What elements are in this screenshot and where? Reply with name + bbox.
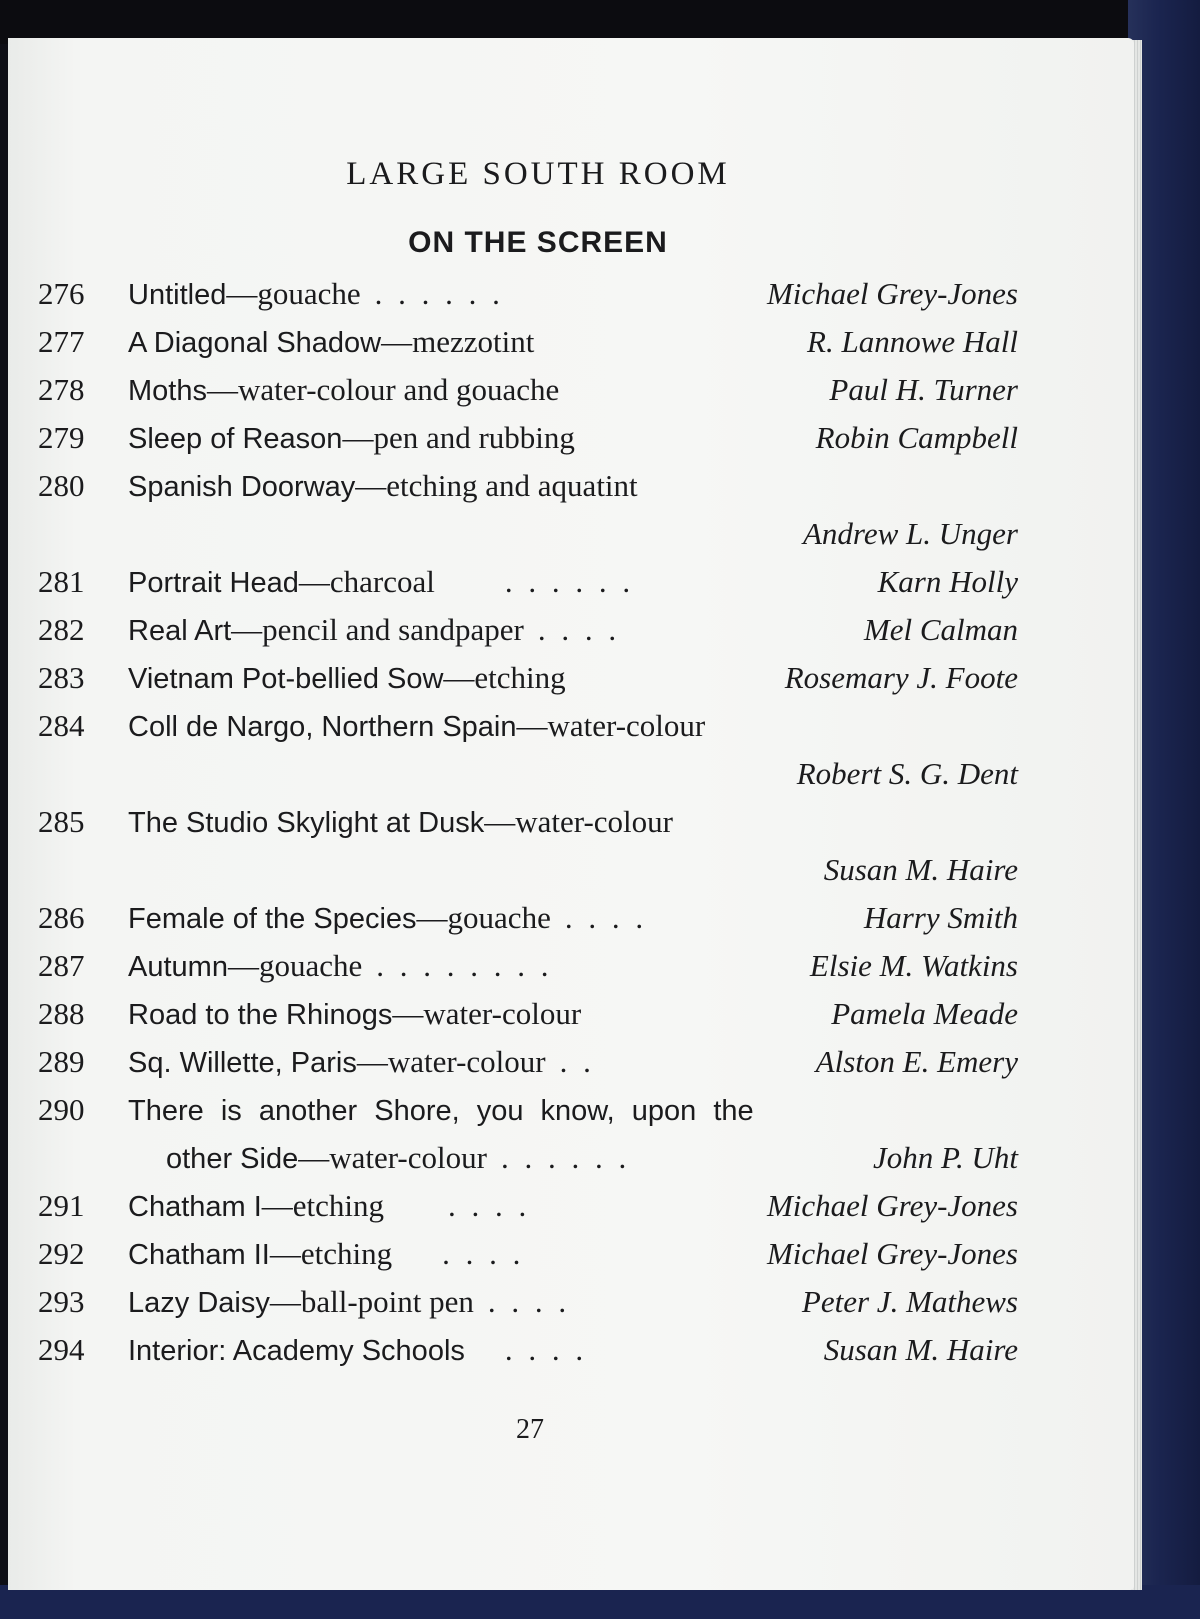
entry-artist: Susan M. Haire xyxy=(823,1332,1018,1367)
catalogue-entry-continuation xyxy=(38,750,1018,798)
leader-dots: . . . . . . xyxy=(504,564,635,599)
entry-number: 294 xyxy=(38,1332,85,1367)
catalogue-entry xyxy=(38,414,1018,462)
catalogue-entry-continuation xyxy=(38,846,1018,894)
entry-title: A Diagonal Shadow xyxy=(128,327,382,359)
entry-medium: —water-colour xyxy=(516,708,706,743)
entry-number: 288 xyxy=(38,996,85,1031)
entry-number: 281 xyxy=(38,564,85,599)
entry-title: Portrait Head xyxy=(128,567,299,599)
entry-number: 283 xyxy=(38,660,85,695)
catalogue-entry xyxy=(38,654,1018,702)
leader-dots: . . . . . . xyxy=(374,276,504,311)
entry-artist: Michael Grey-Jones xyxy=(766,1236,1018,1271)
page-number: 27 xyxy=(516,1414,544,1445)
entry-title: Coll de Nargo, Northern Spain xyxy=(128,711,517,743)
entry-artist: Robin Campbell xyxy=(815,420,1018,455)
catalogue-entry xyxy=(38,1230,1018,1278)
room-title: LARGE SOUTH ROOM xyxy=(346,156,730,192)
catalogue-entry xyxy=(38,366,1018,414)
catalogue-entry xyxy=(38,798,1018,846)
leader-dots: . . . . xyxy=(448,1188,531,1223)
catalogue-entry xyxy=(38,318,1018,366)
entry-artist: Karn Holly xyxy=(877,564,1018,599)
catalogue-entry xyxy=(38,606,1018,654)
catalogue-entry xyxy=(38,702,1018,750)
catalogue-page xyxy=(8,38,1134,1590)
entry-number: 285 xyxy=(38,804,85,839)
entry-title: Spanish Doorway xyxy=(128,471,356,503)
catalogue-entry xyxy=(38,1086,1018,1134)
leader-dots: . . . . xyxy=(442,1236,525,1271)
entry-artist: Mel Calman xyxy=(863,612,1018,647)
catalogue-list xyxy=(38,270,1018,1374)
catalogue-entry xyxy=(38,1038,1018,1086)
entry-number: 279 xyxy=(38,420,85,455)
entry-number: 290 xyxy=(38,1092,85,1127)
entry-title: Sq. Willette, Paris xyxy=(128,1047,357,1079)
entry-title: Road to the Rhinogs xyxy=(128,999,393,1031)
leader-dots: . . xyxy=(559,1044,595,1079)
entry-artist: Harry Smith xyxy=(863,900,1018,935)
catalogue-entry-continuation xyxy=(38,510,1018,558)
entry-title: Autumn xyxy=(128,951,228,983)
entry-artist: Alston E. Emery xyxy=(815,1044,1018,1079)
entry-number: 284 xyxy=(38,708,85,743)
entry-medium: —pen and rubbing xyxy=(342,420,575,455)
entry-number: 280 xyxy=(38,468,85,503)
entry-number: 276 xyxy=(38,276,85,311)
entry-medium: —water-colour xyxy=(484,804,673,839)
entry-medium: —etching xyxy=(443,660,566,695)
catalogue-entry xyxy=(38,270,1018,318)
catalogue-entry xyxy=(38,1278,1018,1326)
book-cover-bottom xyxy=(0,1585,1200,1619)
leader-dots: . . . . xyxy=(564,900,648,935)
entry-medium: —gouache xyxy=(226,276,361,311)
entry-medium: —etching xyxy=(269,1236,393,1271)
catalogue-entry-continuation xyxy=(38,1134,1018,1182)
catalogue-entry xyxy=(38,462,1018,510)
entry-artist: Pamela Meade xyxy=(831,996,1018,1031)
entry-title: Lazy Daisy xyxy=(128,1287,270,1319)
entry-title: Female of the Species xyxy=(128,903,417,935)
entry-artist: John P. Uht xyxy=(873,1140,1018,1175)
entry-number: 292 xyxy=(38,1236,85,1271)
entry-medium: —charcoal xyxy=(298,564,435,599)
entry-number: 289 xyxy=(38,1044,85,1079)
entry-artist: Michael Grey-Jones xyxy=(766,1188,1018,1223)
entry-title: Chatham II xyxy=(128,1239,270,1271)
entry-number: 277 xyxy=(38,324,85,359)
entry-artist: Elsie M. Watkins xyxy=(809,948,1018,983)
entry-artist: Susan M. Haire xyxy=(823,852,1018,887)
entry-medium: —water-colour xyxy=(298,1140,487,1175)
leader-dots: . . . . . . xyxy=(500,1140,631,1175)
entry-artist: Robert S. G. Dent xyxy=(796,756,1018,791)
entry-artist: Michael Grey-Jones xyxy=(766,276,1018,311)
entry-artist: Rosemary J. Foote xyxy=(784,660,1018,695)
entry-medium: —etching xyxy=(261,1188,385,1223)
entry-medium: —water-colour xyxy=(356,1044,546,1079)
entry-artist: Andrew L. Unger xyxy=(803,516,1018,551)
entry-title: Untitled xyxy=(128,279,227,311)
entry-artist: Paul H. Turner xyxy=(829,372,1018,407)
catalogue-entry xyxy=(38,942,1018,990)
catalogue-entry xyxy=(38,1326,1018,1374)
entry-number: 291 xyxy=(38,1188,85,1223)
entry-medium: —water-colour xyxy=(392,996,582,1031)
entry-title: Moths xyxy=(128,375,207,407)
entry-number: 287 xyxy=(38,948,85,983)
entry-title: Chatham I xyxy=(128,1191,262,1223)
catalogue-entry xyxy=(38,894,1018,942)
entry-number: 278 xyxy=(38,372,85,407)
page-text xyxy=(8,38,1134,1590)
entry-title: Vietnam Pot-bellied Sow xyxy=(128,663,444,695)
entry-number: 293 xyxy=(38,1284,85,1319)
catalogue-entry xyxy=(38,558,1018,606)
entry-artist: Peter J. Mathews xyxy=(801,1284,1018,1319)
entry-number: 286 xyxy=(38,900,85,935)
entry-medium: —water-colour and gouache xyxy=(206,372,560,407)
entry-title: There is another Shore, you know, upon the xyxy=(128,1095,754,1127)
entry-medium: —gouache xyxy=(416,900,551,935)
entry-title: Sleep of Reason xyxy=(128,423,343,455)
entry-title: The Studio Skylight at Dusk xyxy=(128,807,485,839)
entry-title: Real Art xyxy=(128,615,232,647)
entry-number: 282 xyxy=(38,612,85,647)
leader-dots: . . . . xyxy=(487,1284,571,1319)
entry-title-continuation: other Side xyxy=(166,1143,299,1175)
entry-medium: —mezzotint xyxy=(381,324,535,359)
catalogue-entry xyxy=(38,990,1018,1038)
section-title: ON THE SCREEN xyxy=(408,226,668,259)
entry-medium: —gouache xyxy=(227,948,363,983)
entry-artist: R. Lannowe Hall xyxy=(807,324,1018,359)
entry-medium: —pencil and sandpaper xyxy=(231,612,524,647)
entry-medium: —ball-point pen xyxy=(269,1284,474,1319)
leader-dots: . . . . . . . . xyxy=(376,948,553,983)
leader-dots: . . . . xyxy=(504,1332,588,1367)
leader-dots: . . . . xyxy=(537,612,621,647)
entry-medium: —etching and aquatint xyxy=(355,468,638,503)
entry-title: Interior: Academy Schools xyxy=(128,1335,465,1367)
catalogue-entry xyxy=(38,1182,1018,1230)
